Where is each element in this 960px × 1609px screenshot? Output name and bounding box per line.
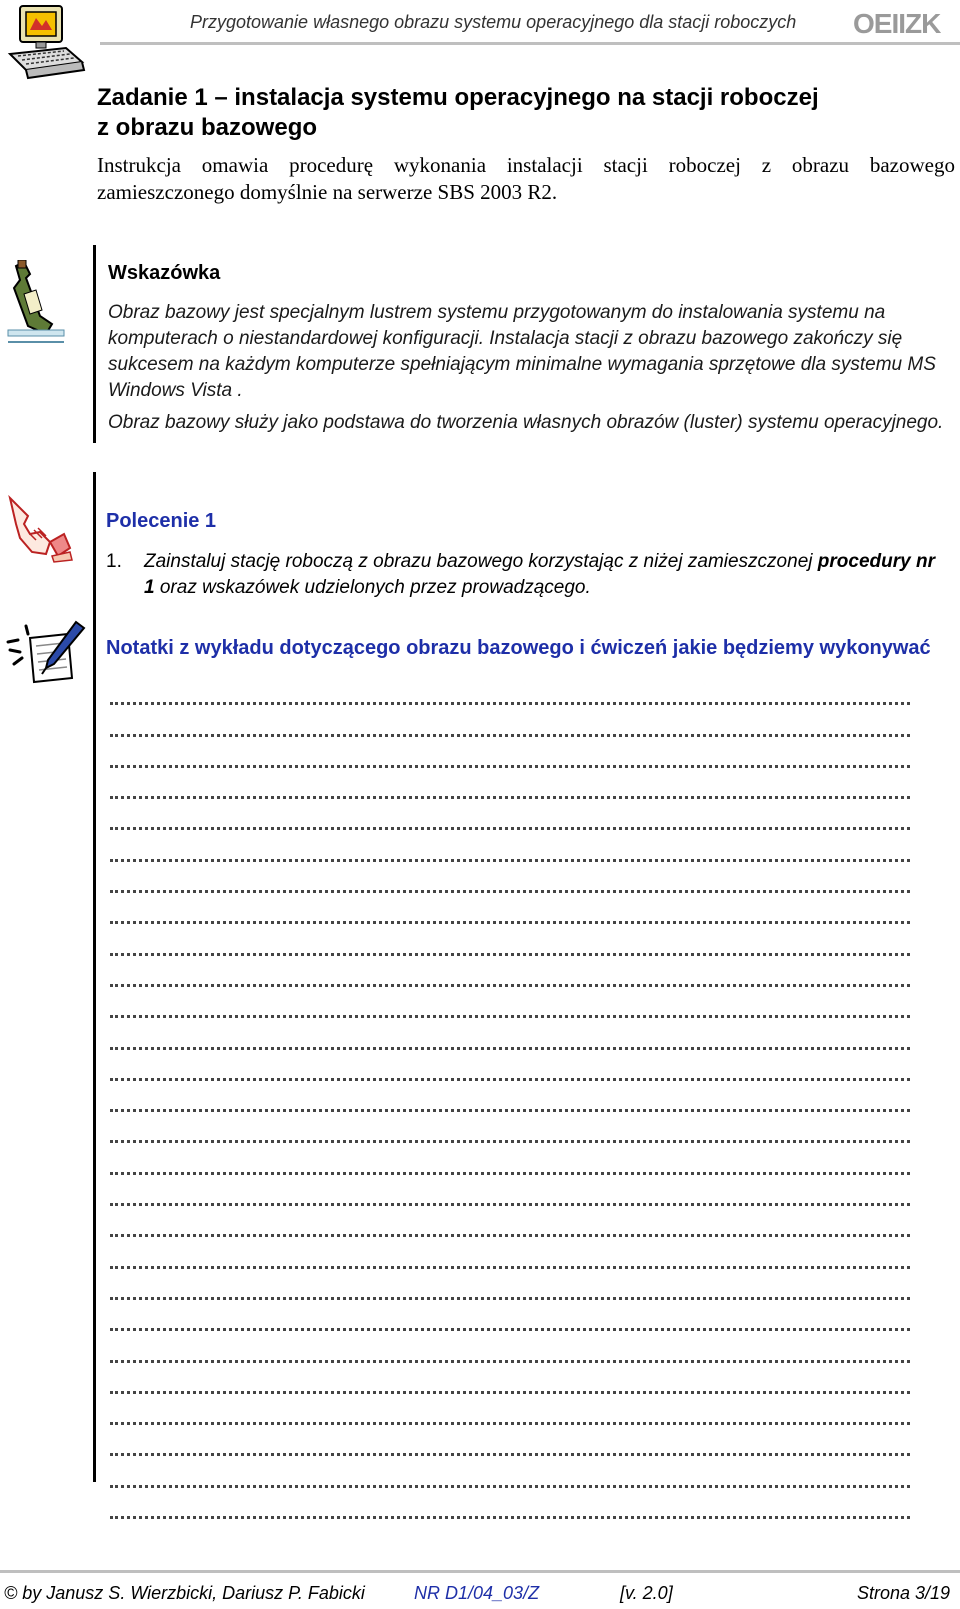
content-left-bar — [93, 472, 96, 1482]
hint-paragraph-2: Obraz bazowy służy jako podstawa do tworzenia własnych obrazów (luster) systemu operacyjnego. — [108, 412, 944, 433]
notes-dotted-line — [110, 956, 910, 987]
page-footer — [0, 1583, 960, 1605]
notes-dotted-line — [110, 705, 910, 736]
message-bottle-icon — [6, 260, 68, 348]
notepad-pen-icon — [6, 620, 86, 692]
hint-title: Wskazówka — [108, 262, 221, 284]
notes-dotted-line — [110, 1206, 910, 1237]
footer-page-number: Strona 3/19 — [857, 1583, 951, 1603]
header-document-title: Przygotowanie własnego obrazu systemu operacyjnego dla stacji roboczych — [190, 12, 797, 32]
notes-dotted-line — [110, 1081, 910, 1112]
intro-paragraph: Instrukcja omawia procedurę wykonania instalacji stacji roboczej z obrazu bazowego zamieszczonego domyślnie na serwerze SBS 2003 R2. — [97, 153, 955, 204]
notes-dotted-line — [110, 1112, 910, 1143]
notes-dotted-line — [110, 1363, 910, 1394]
header-divider — [100, 42, 960, 45]
command-item — [106, 549, 946, 601]
notes-dotted-line — [110, 1331, 910, 1362]
notes-dotted-line — [110, 1488, 910, 1519]
command-item-text — [144, 549, 946, 601]
notes-dotted-line — [110, 862, 910, 893]
notes-dotted-line — [110, 674, 910, 705]
notes-dotted-line — [110, 768, 910, 799]
notes-dotted-line — [110, 737, 910, 768]
pointing-hand-icon — [6, 494, 76, 564]
notes-dotted-line — [110, 1175, 910, 1206]
notes-dotted-line — [110, 1269, 910, 1300]
page-header — [0, 0, 960, 60]
notes-dotted-line — [110, 893, 910, 924]
task-title-line2: z obrazu bazowego — [97, 114, 318, 141]
svg-text:OEIIZK: OEIIZK — [853, 8, 941, 38]
task-title-line1: Zadanie 1 – instalacja systemu operacyjnego na stacji roboczej — [97, 84, 819, 111]
notes-dotted-line — [110, 799, 910, 830]
notes-title: Notatki z wykładu dotyczącego obrazu bazowego i ćwiczeń jakie będziemy wykonywać — [106, 637, 931, 659]
task-title — [97, 83, 917, 143]
notes-dotted-line — [110, 1456, 910, 1487]
notes-dotted-line — [110, 1425, 910, 1456]
notes-dotted-line — [110, 924, 910, 955]
hint-text — [108, 300, 948, 436]
notes-dotted-line — [110, 1394, 910, 1425]
footer-author: © by Janusz S. Wierzbicki, Dariusz P. Fabicki — [4, 1583, 365, 1603]
notes-dotted-line — [110, 1018, 910, 1049]
command-title: Polecenie 1 — [106, 510, 217, 532]
hint-paragraph-1: Obraz bazowy jest specjalnym lustrem systemu przygotowanym do instalowania systemu na komputerach o niestandardowej konfiguracji. Instalacja stacji z obrazu bazowego zakończy się sukcesem na każdym komputerze spełniającym minimalne wymagania sprzętowe dla systemu MS Windows Vista . — [108, 302, 936, 401]
notes-dotted-line — [110, 987, 910, 1018]
footer-document-code: NR D1/04_03/Z — [414, 1583, 540, 1603]
hint-left-bar — [93, 245, 96, 443]
command-text-bold: procedury nr 1 — [144, 551, 935, 598]
notes-dotted-line — [110, 830, 910, 861]
command-item-number: 1. — [106, 551, 122, 572]
computer-clipart-icon — [6, 4, 86, 82]
command-text-before: Zainstaluj stację roboczą z obrazu bazowego korzystając z niżej zamieszczonej — [144, 551, 818, 572]
notes-dotted-line — [110, 1143, 910, 1174]
notes-dotted-line — [110, 1237, 910, 1268]
oeiizk-logo-icon — [853, 8, 953, 38]
notes-dotted-lines — [110, 674, 930, 1519]
notes-dotted-line — [110, 1300, 910, 1331]
footer-divider — [0, 1570, 960, 1573]
notes-dotted-line — [110, 1050, 910, 1081]
command-text-after: oraz wskazówek udzielonych przez prowadzącego. — [154, 577, 591, 598]
footer-version: [v. 2.0] — [620, 1583, 673, 1603]
